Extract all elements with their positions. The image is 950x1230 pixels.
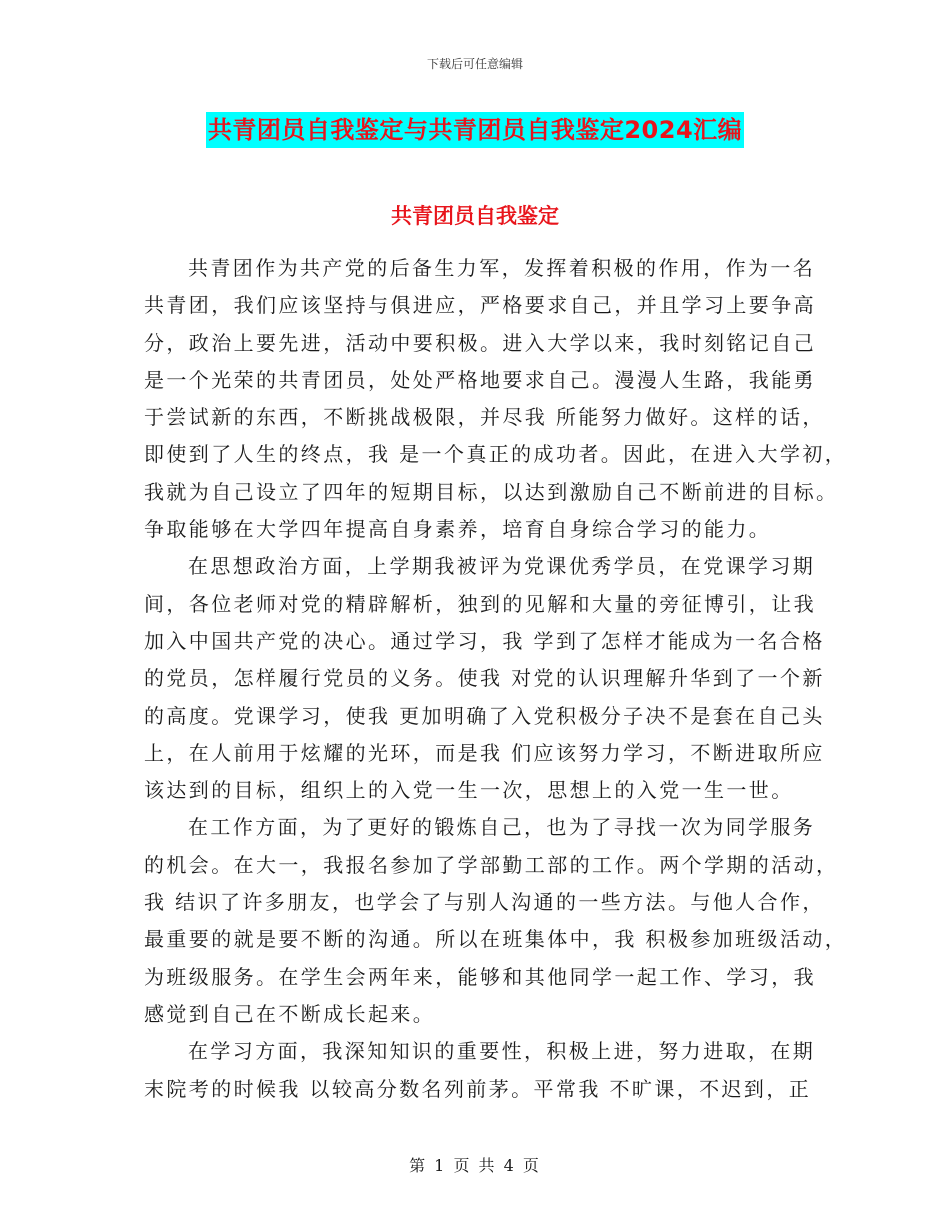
text-line: 在工作方面，为了更好的锻炼自己，也为了寻找一次为同学服务 bbox=[188, 815, 816, 840]
text-line: 间，各位老师对党的精辟解析，独到的见解和大量的旁征博引，让我 bbox=[144, 591, 816, 616]
text-line: 最重要的就是要不断的沟通。所以在班集体中，我 积极参加班级活动， bbox=[144, 927, 848, 952]
text-line: 我 结识了许多朋友，也学会了与别人沟通的一些方法。与他人合作， bbox=[144, 890, 825, 915]
text-line: 的机会。在大一，我报名参加了学部勤工部的工作。两个学期的活动， bbox=[144, 852, 839, 877]
paragraph bbox=[144, 250, 848, 548]
text-line: 加入中国共产党的决心。通过学习，我 学到了怎样才能成为一名合格 bbox=[144, 628, 825, 653]
paragraph bbox=[144, 548, 825, 809]
page-footer: 第 1 页 共 4 页 bbox=[409, 1156, 541, 1175]
section-title: 共青团员自我鉴定 bbox=[391, 204, 559, 228]
text-line: 该达到的目标，组织上的入党一生一次，思想上的入党一生一世。 bbox=[144, 778, 794, 803]
text-line: 争取能够在大学四年提高自身素养，培育自身综合学习的能力。 bbox=[144, 517, 772, 542]
main-title-container bbox=[0, 112, 950, 148]
text-line: 感觉到自己在不断成长起来。 bbox=[144, 1001, 436, 1026]
main-title: 共青团员自我鉴定与共青团员自我鉴定2024汇编 bbox=[206, 112, 744, 148]
text-line: 在思想政治方面，上学期我被评为党课优秀学员，在党课学习期 bbox=[188, 554, 816, 579]
text-line: 是一个光荣的共青团员，处处严格地要求自己。漫漫人生路，我能勇 bbox=[144, 367, 816, 392]
text-line: 即使到了人生的终点，我 是一个真正的成功者。因此，在进入大学初， bbox=[144, 442, 848, 467]
body-text bbox=[144, 250, 848, 1108]
text-line: 的党员，怎样履行党员的义务。使我 对党的认识理解升华到了一个新 bbox=[144, 666, 825, 691]
text-line: 于尝试新的东西，不断挑战极限，并尽我 所能努力做好。这样的话， bbox=[144, 405, 825, 430]
text-line: 上，在人前用于炫耀的光环，而是我 们应该努力学习，不断进取所应 bbox=[144, 740, 825, 765]
text-line: 在学习方面，我深知知识的重要性，积极上进，努力进取，在期 bbox=[188, 1039, 816, 1064]
text-line: 我就为自己设立了四年的短期目标，以达到激励自己不断前进的目标。 bbox=[144, 479, 839, 504]
text-line: 分，政治上要先进，活动中要积极。进入大学以来，我时刻铭记自己 bbox=[144, 330, 816, 355]
paragraph bbox=[144, 1033, 816, 1108]
text-line: 末院考的时候我 以较高分数名列前茅。平常我 不旷课，不迟到，正 bbox=[144, 1076, 812, 1101]
text-line: 共青团，我们应该坚持与俱进应，严格要求自己，并且学习上要争高 bbox=[144, 293, 816, 318]
paragraph bbox=[144, 809, 848, 1033]
text-line: 为班级服务。在学生会两年来，能够和其他同学一起工作、学习，我 bbox=[144, 964, 816, 989]
header-note: 下载后可任意编辑 bbox=[426, 57, 523, 71]
text-line: 共青团作为共产党的后备生力军，发挥着积极的作用，作为一名 bbox=[188, 256, 816, 280]
text-line: 的高度。党课学习，使我 更加明确了入党积极分子决不是套在自己头 bbox=[144, 703, 825, 728]
